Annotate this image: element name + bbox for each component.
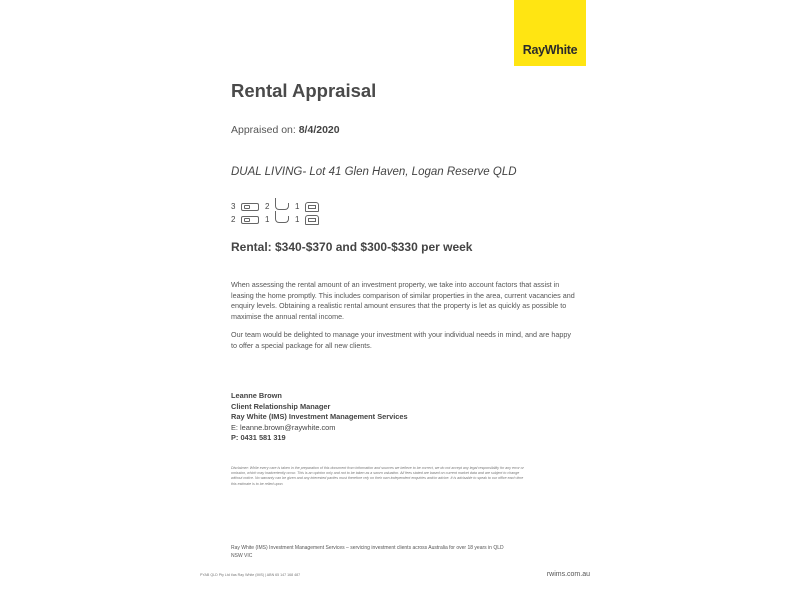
- car-spaces: [295, 215, 319, 225]
- feature-row: [231, 213, 325, 226]
- rental-estimate: Rental: $340-$370 and $300-$330 per week: [231, 240, 473, 254]
- bathrooms: [265, 202, 289, 211]
- car-icon: [305, 202, 319, 212]
- bathrooms: [265, 215, 289, 224]
- appraised-date: 8/4/2020: [298, 124, 340, 136]
- feature-row: [231, 200, 325, 213]
- appraised-label: Appraised on:: [231, 124, 296, 136]
- bed-icon: [241, 216, 259, 224]
- car-icon: [305, 215, 319, 225]
- bed-icon: [241, 203, 259, 211]
- footer-legal: PYAB QLD Pty Ltd t/as Ray White (IMS) | ABN 65 147 168 487: [200, 573, 301, 577]
- body-paragraph: When assessing the rental amount of an investment property, we take into account factors that assist in leasing the home promptly. This includes comparison of similar properties in the area, current vacancies and enquiry levels. Obtaining a realistic rental amount ensures that the property is let as quickly as possible to maximise the annual rental income.: [231, 280, 575, 321]
- contact-email: E: leanne.brown@raywhite.com: [231, 422, 336, 432]
- page-title: Rental Appraisal: [231, 80, 377, 101]
- bathroom-count: 2: [265, 202, 270, 211]
- disclaimer-text: Disclaimer: While every care is taken in the preparation of this document from information and sources we believe to be correct, we do not accept any legal responsibility for any error or omission, which may inadvertently occur. This is an opinion only and not to be taken as a sworn valuation. All fees stated are based on current market data and are subject to change without notice. No warranty can be given and any interested parties must therefore rely on their own independent enquiries and/or advice. It is advisable to speak to our office each time this estimate is to be relied upon.: [231, 466, 524, 486]
- footer-website: rwims.com.au: [546, 571, 590, 578]
- appraised-date-line: [231, 124, 340, 136]
- company-note: Ray White (IMS) Investment Management Services – servicing investment clients across Australia for over 18 years in QLD NSW VIC: [231, 545, 504, 559]
- bath-icon: [275, 203, 289, 210]
- contact-role: Client Relationship Manager: [231, 401, 331, 411]
- contact-company: Ray White (IMS) Investment Management Services: [231, 412, 408, 421]
- bathroom-count: 1: [265, 215, 270, 224]
- body-paragraph: Our team would be delighted to manage your investment with your individual needs in mind, and are happy to offer a special package for all new clients.: [231, 330, 572, 350]
- logo-text: RayWhite: [522, 43, 578, 57]
- ray-white-logo: [514, 0, 586, 66]
- bedrooms: [231, 202, 259, 211]
- bedroom-count: 3: [231, 202, 236, 211]
- contact-block: [231, 391, 408, 444]
- contact-phone: P: 0431 581 319: [231, 433, 286, 442]
- property-address: DUAL LIVING- Lot 41 Glen Haven, Logan Reserve QLD: [231, 166, 517, 178]
- contact-name: Leanne Brown: [231, 391, 282, 400]
- bedrooms: [231, 215, 259, 224]
- bedroom-count: 2: [231, 215, 236, 224]
- car-count: 1: [295, 215, 300, 224]
- car-spaces: [295, 202, 319, 212]
- bath-icon: [275, 216, 289, 223]
- car-count: 1: [295, 202, 300, 211]
- property-features: [231, 200, 325, 226]
- document-page: [200, 0, 600, 600]
